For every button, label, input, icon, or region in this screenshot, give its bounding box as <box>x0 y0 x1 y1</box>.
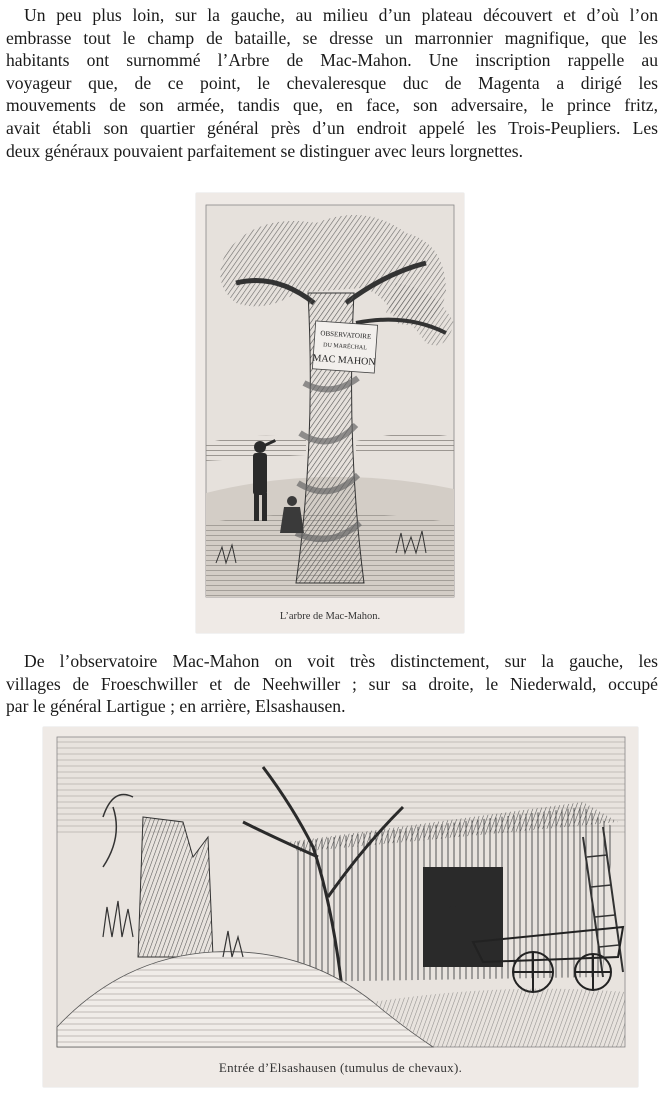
text-line: avait établi son quartier général près d’un endroit appelé les Trois-Peupliers. Les <box>6 117 658 138</box>
text-line: habitants ont surnommé l’Arbre de Mac-Mahon. Une inscription rappelle au <box>6 50 658 71</box>
text-line: par le général Lartigue ; en arrière, Elsashausen. <box>6 696 346 717</box>
text-line: villages de Froeschwiller et de Neehwiller ; sur sa droite, le Niederwald, occupé <box>6 673 658 694</box>
text-line: embrasse tout le champ de bataille, se dresse un marronnier magnifique, que les <box>6 27 658 48</box>
figure-caption: Entrée d’Elsashausen (tumulus de chevaux). <box>218 1060 463 1075</box>
tree-illustration <box>196 193 464 603</box>
text-line: mouvements de son armée, tandis que, en face, son adversaire, le prince fritz, <box>6 95 658 116</box>
figure-caption: L’arbre de Mac-Mahon. <box>279 611 381 622</box>
text-line: Un peu plus loin, sur la gauche, au milieu d’un plateau découvert et d’où l’on <box>24 5 658 25</box>
paragraph-2 <box>6 650 658 718</box>
sign-line-2: DU MARÉCHAL <box>322 342 368 352</box>
paragraph-1 <box>6 4 658 162</box>
village-illustration <box>43 727 638 1052</box>
text-line: De l’observatoire Mac-Mahon on voit très distinctement, sur la gauche, les <box>24 651 658 671</box>
sign-line-3: MAC MAHON <box>312 352 376 369</box>
engraving-entree-elsashausen <box>43 727 638 1087</box>
sign-line-1: OBSERVATOIRE <box>320 329 372 341</box>
text-line: deux généraux pouvaient parfaitement se distinguer avec leurs lorgnettes. <box>6 140 524 161</box>
text-line: voyageur que, de ce point, le chevaleresque duc de Magenta a dirigé les <box>6 72 658 93</box>
engraving-arbre-mac-mahon <box>196 193 464 633</box>
